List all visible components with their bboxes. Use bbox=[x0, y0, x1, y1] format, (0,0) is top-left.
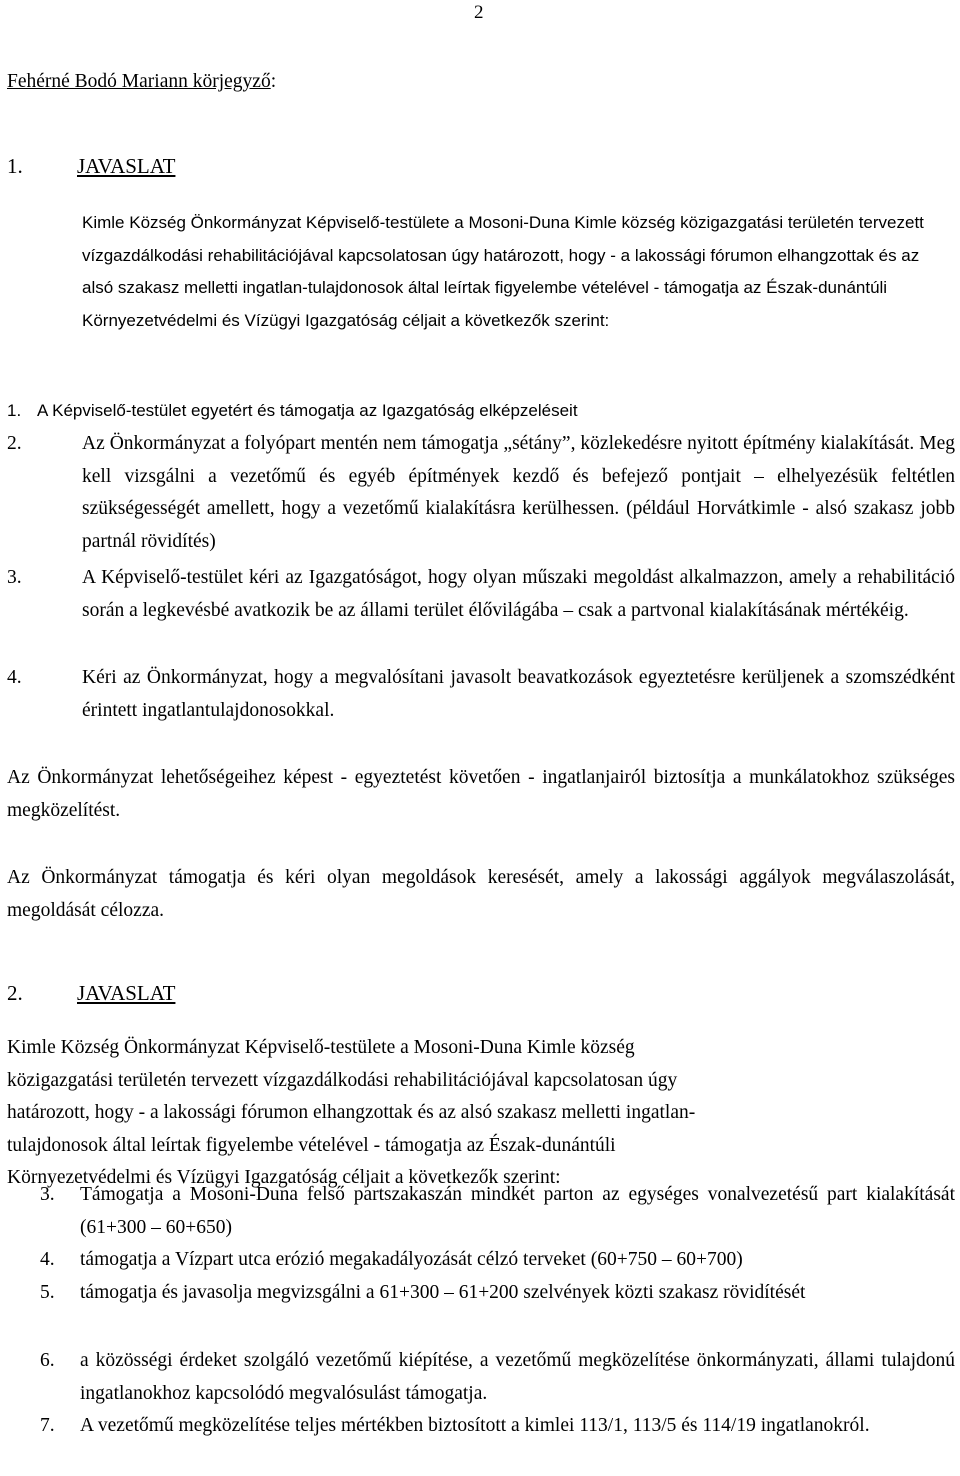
item-text: A vezetőmű megközelítése teljes mértékben biztosított a kimlei 113/1, 113/5 és 114/19 ingatlanokról. bbox=[80, 1415, 870, 1436]
speaker-name: Fehérné Bodó Mariann körjegyző bbox=[7, 71, 271, 92]
item-number: 5. bbox=[40, 1282, 55, 1303]
intro-line: határozott, hogy - a lakossági fórumon elhangzottak és az alsó szakasz melletti ingatlan- bbox=[7, 1102, 696, 1123]
item-number: 6. bbox=[40, 1350, 55, 1371]
item-text: támogatja és javasolja megvizsgálni a 61+300 – 61+200 szelvények közti szakasz rövidítését bbox=[80, 1282, 806, 1303]
intro-line: közigazgatási területén tervezett vízgazdálkodási rehabilitációjával kapcsolatosan úgy bbox=[7, 1069, 678, 1091]
item-text: A Képviselő-testület egyetért és támogatja az Igazgatóság elképzeléseit bbox=[37, 401, 578, 420]
item-text: Kéri az Önkormányzat, hogy a megvalósítani javasolt beavatkozások egyeztetésre kerüljenek a szomszédként érintett ingatlantulajdonosokkal. bbox=[82, 667, 955, 721]
item-number: 4. bbox=[40, 1249, 55, 1270]
item-text: Az Önkormányzat a folyópart mentén nem támogatja „sétány”, közlekedésre nyitott építmény kialakítását. Meg kell vizsgálni a vezetőmű és egyéb építmények kezdő és befejező pontjait – elhelyezésük feltétlen szükségességét amellett, hogy a vezetőmű kialakításra kerülhessen. (például Horvátkimle - alsó szakasz jobb partnál rövidítés) bbox=[82, 433, 955, 552]
page-number: 2 bbox=[474, 2, 484, 23]
proposal1-paragraph-1: Az Önkormányzat lehetőségeihez képest - egyeztetést követően - ingatlanjairól biztosítja a munkálatokhoz szükséges megközelítést. bbox=[7, 767, 955, 821]
speaker-heading bbox=[7, 71, 276, 93]
proposal1-number: 1. bbox=[7, 154, 23, 178]
proposal2-title: JAVASLAT bbox=[77, 981, 176, 1005]
proposal1-heading bbox=[7, 154, 175, 179]
intro-line: Kimle Község Önkormányzat Képviselő-testülete a Mosoni-Duna Kimle község bbox=[7, 1037, 635, 1058]
proposal2-number: 2. bbox=[7, 981, 23, 1005]
item-number: 1. bbox=[7, 401, 22, 420]
intro-line: Környezetvédelmi és Vízügyi Igazgatóság céljait a következők szerint: bbox=[7, 1167, 561, 1188]
item-number: 4. bbox=[7, 667, 22, 688]
item-text: Támogatja a Mosoni-Duna felső partszakaszán mindkét parton az egységes vonalvezetésű part kialakítását (61+300 – 60+650) bbox=[80, 1184, 955, 1238]
item-text: támogatja a Vízpart utca erózió megakadályozását célzó terveket (60+750 – 60+700) bbox=[80, 1249, 743, 1270]
item-number: 7. bbox=[40, 1415, 55, 1436]
item-number: 3. bbox=[7, 567, 22, 588]
proposal1-title: JAVASLAT bbox=[77, 154, 176, 178]
item-number: 3. bbox=[40, 1184, 55, 1205]
proposal1-intro: Kimle Község Önkormányzat Képviselő-testülete a Mosoni-Duna Kimle község közigazgatási területén tervezett vízgazdálkodási rehabilitációjával kapcsolatosan úgy határozott, hogy - a lakossági fórumon elhangzottak és az alsó szakasz melletti ingatlan-tulajdonosok által leírtak figyelembe vételével - támogatja az Észak-dunántúli Környezetvédelmi és Vízügyi Igazgatóság céljait a következők szerint: bbox=[82, 213, 924, 330]
intro-line: tulajdonosok által leírtak figyelembe vételével - támogatja az Észak-dunántúli bbox=[7, 1134, 616, 1156]
item-text: A Képviselő-testület kéri az Igazgatóságot, hogy olyan műszaki megoldást alkalmazzon, amely a rehabilitáció során a legkevésbé avatkozik be az állami terület élővilágába – csak a partvonal kialakításának mértékéig. bbox=[82, 567, 955, 621]
proposal1-paragraph-2: Az Önkormányzat támogatja és kéri olyan megoldások keresését, amely a lakossági aggályok megválaszolását, megoldását célozza. bbox=[7, 867, 955, 921]
proposal2-heading bbox=[7, 981, 175, 1006]
proposal2-intro bbox=[7, 1032, 955, 1195]
item-text: a közösségi érdeket szolgáló vezetőmű kiépítése, a vezetőmű megközelítése önkormányzati, állami tulajdonú ingatlanokhoz kapcsolódó megvalósulást támogatja. bbox=[80, 1350, 955, 1404]
speaker-suffix: : bbox=[270, 71, 277, 92]
item-number: 2. bbox=[7, 433, 22, 454]
